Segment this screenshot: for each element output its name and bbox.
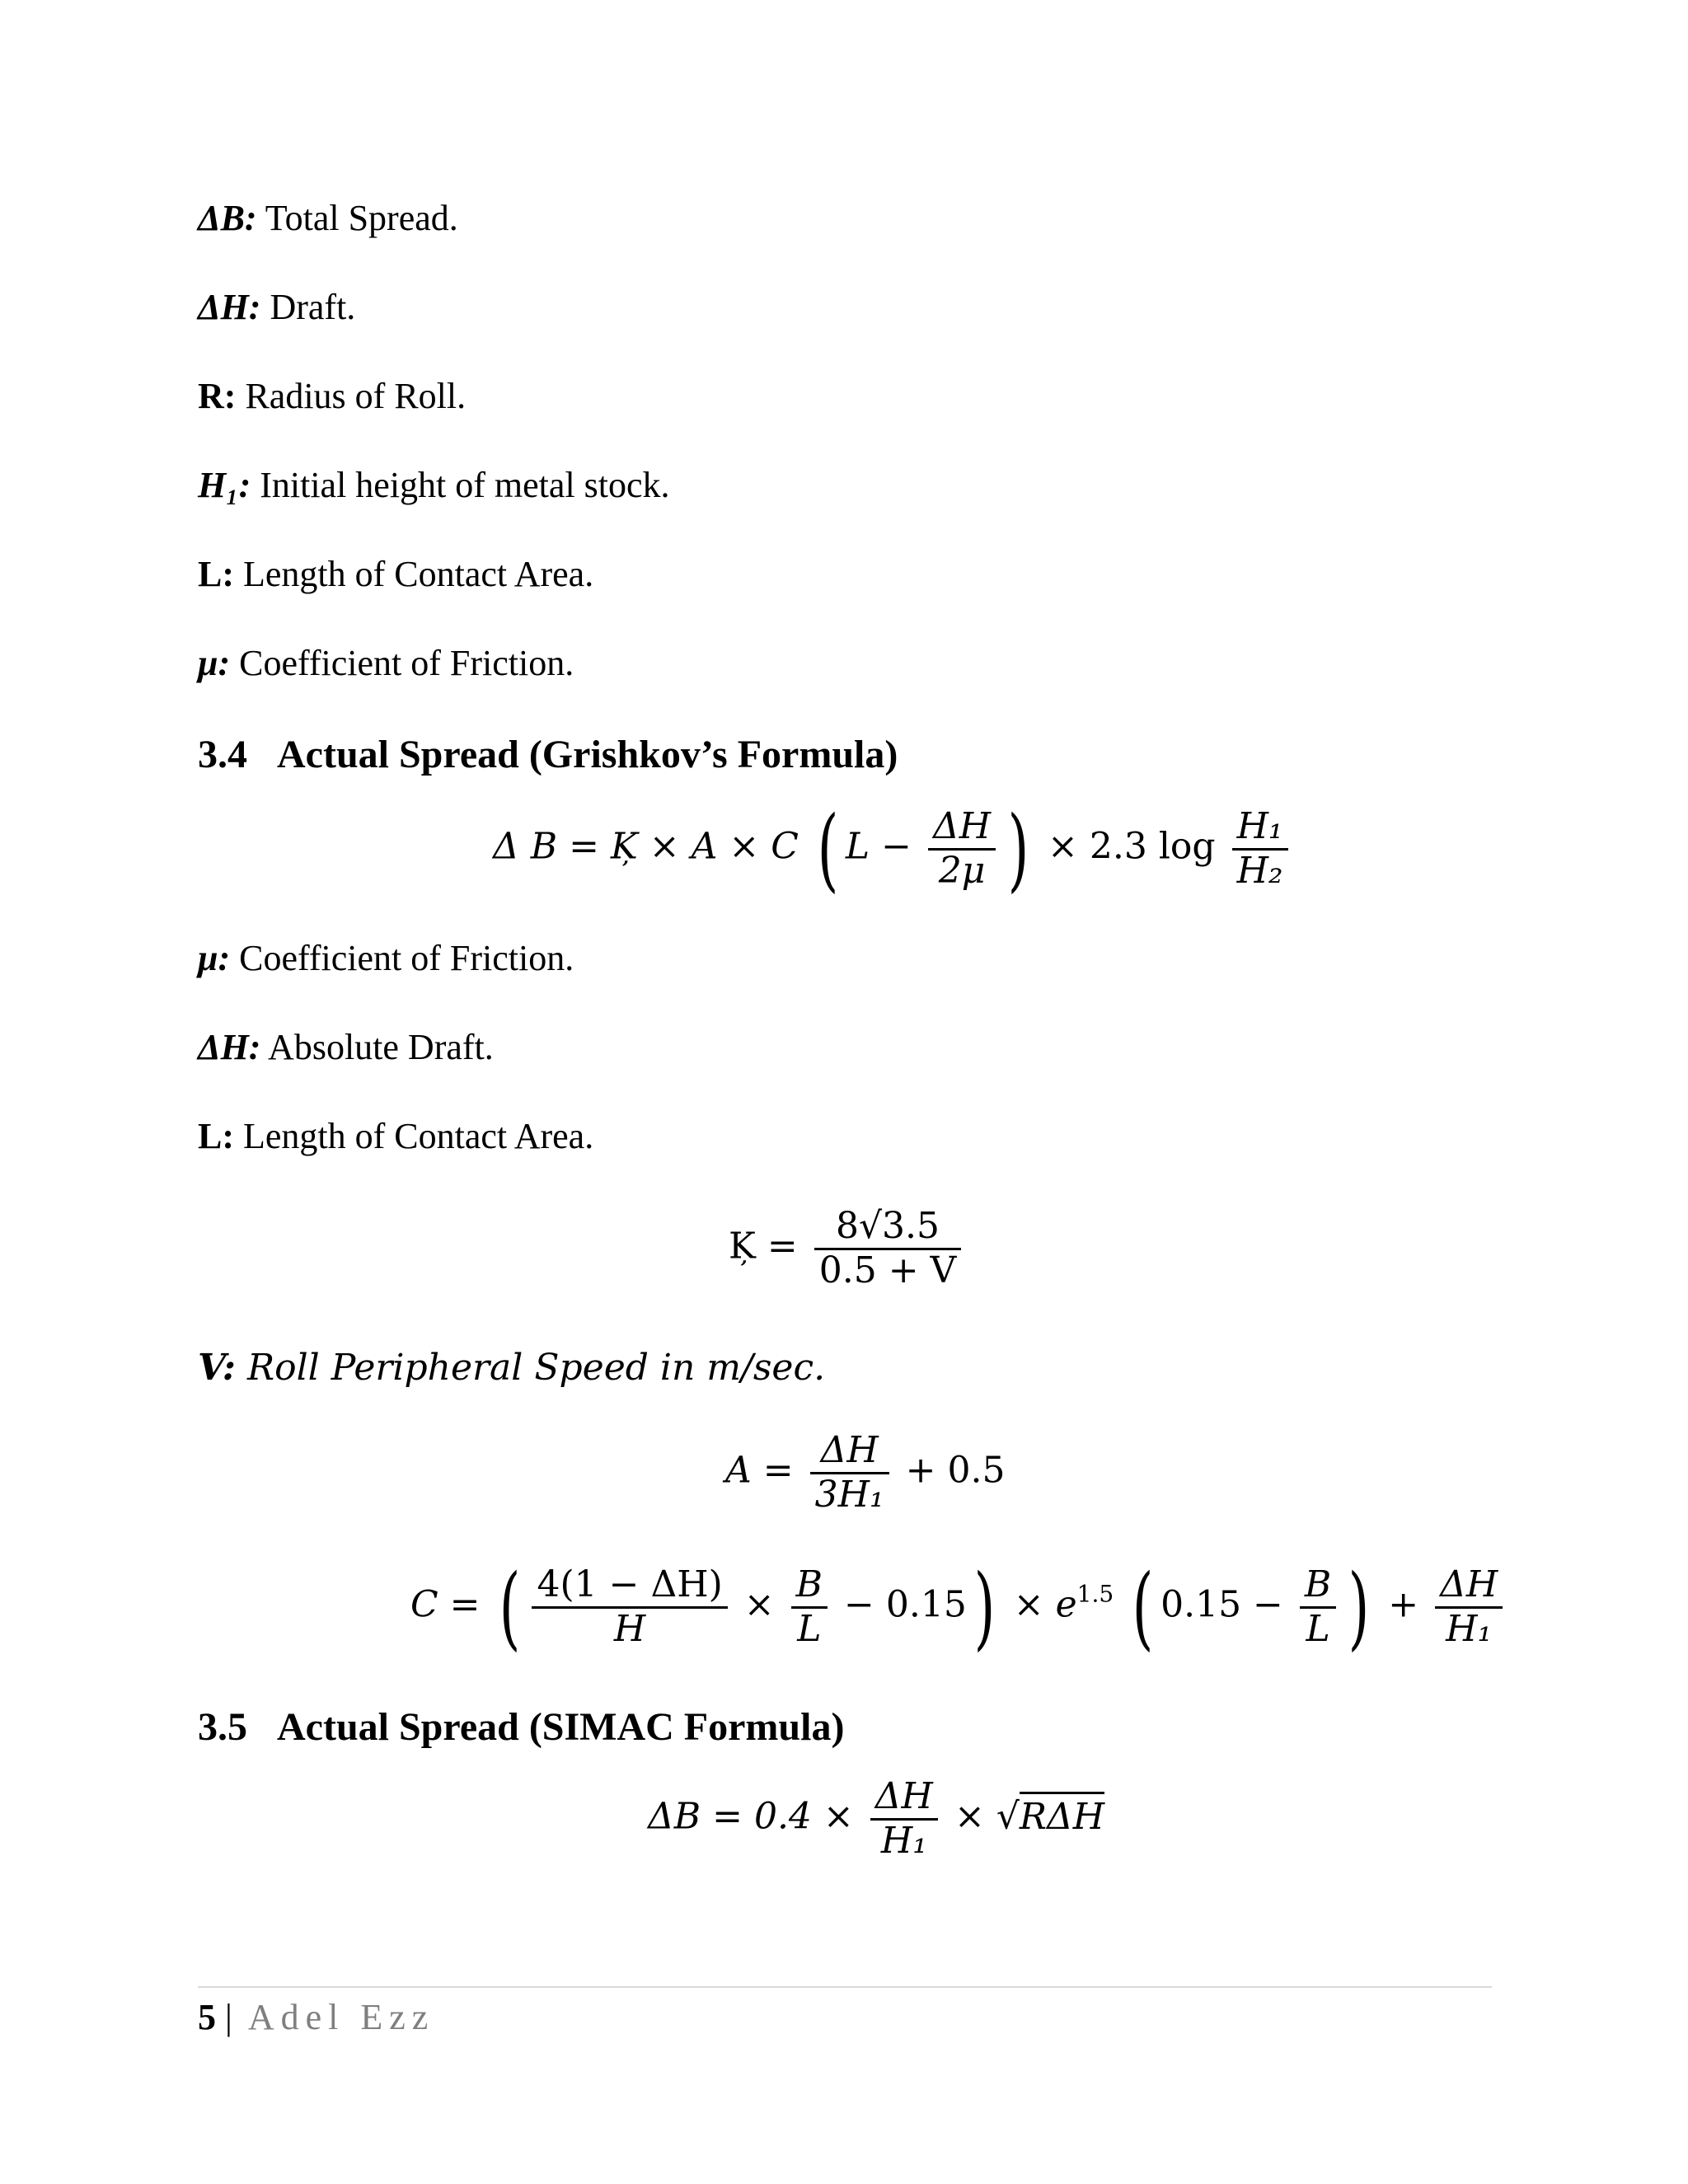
equation-term: − 0.15 [843, 1583, 967, 1626]
equation-lhs: Ķ = [729, 1225, 798, 1268]
section-number: 3.5 [198, 1705, 247, 1749]
definition-delta-b [198, 195, 458, 241]
numerator: B [1300, 1564, 1336, 1609]
equation-term: 0.15 − [1160, 1583, 1283, 1626]
fraction-k [814, 1206, 962, 1291]
section-title: Actual Spread (SIMAC Formula) [277, 1705, 845, 1749]
denominator: L [1306, 1607, 1330, 1650]
equation-k [729, 1206, 966, 1291]
fraction-a [810, 1430, 889, 1516]
times-sign: × [954, 1795, 985, 1838]
footer-separator: | [216, 1997, 241, 2037]
footer-divider [198, 1986, 1492, 1988]
fraction-draft-over-h1 [1435, 1564, 1503, 1650]
definition-h1 [198, 462, 670, 509]
definition-l [198, 551, 593, 598]
equation-lhs: A = [725, 1449, 794, 1492]
sqrt-icon: √ [996, 1795, 1020, 1838]
page-footer [198, 1996, 434, 2038]
numerator: ΔH [928, 806, 996, 851]
denominator: H₁ [1446, 1607, 1493, 1650]
section-title: Actual Spread (Grishkov’s Formula) [277, 733, 898, 776]
definition-text: Absolute Draft. [260, 1027, 494, 1067]
definition-symbol: L: [198, 1116, 234, 1156]
equation-term: L − [845, 825, 912, 868]
numerator: ΔH [870, 1776, 938, 1821]
equation-lhs: C = [410, 1583, 481, 1626]
definition-text: Roll Peripheral Speed in m/sec. [235, 1347, 826, 1389]
numerator: ΔH [810, 1430, 889, 1474]
fraction-b-over-l [791, 1564, 828, 1650]
definition-symbol: ΔB: [198, 198, 257, 238]
denominator: 3H₁ [814, 1473, 884, 1516]
definition-symbol: ΔH: [198, 287, 261, 327]
denominator: 0.5 + V [818, 1249, 957, 1291]
numerator: 8√3.5 [814, 1206, 962, 1250]
section-heading-3-4 [198, 732, 898, 777]
fraction-h1-over-h2 [1232, 806, 1288, 892]
left-paren: ( [817, 796, 839, 902]
equation-lhs: ΔB = 0.4 × [648, 1795, 854, 1838]
numerator: 4(1 − ΔH) [532, 1564, 727, 1609]
definition-text: Initial height of metal stock. [251, 465, 670, 505]
denominator: H₂ [1236, 849, 1283, 892]
definition-symbol: L: [198, 554, 234, 594]
times-sign: × [743, 1583, 775, 1626]
page-number: 5 [198, 1997, 216, 2037]
section-heading-3-5 [198, 1704, 844, 1750]
definition-symbol: V: [198, 1347, 236, 1389]
right-paren: ) [1348, 1554, 1370, 1660]
definition-absolute-draft [198, 1024, 494, 1071]
equation-lhs: Δ B = Ķ × A × C [493, 825, 799, 868]
denominator: L [797, 1607, 822, 1650]
definition-text: Coefficient of Friction. [230, 643, 574, 683]
definition-mu-2 [198, 935, 574, 982]
plus-sign: + [1388, 1583, 1419, 1626]
author-name: Adel Ezz [247, 1997, 435, 2037]
definition-r [198, 373, 466, 419]
denominator: H [613, 1607, 646, 1650]
definition-text: Length of Contact Area. [234, 1116, 594, 1156]
equation-grishkov [493, 796, 1293, 902]
left-paren: ( [1132, 1554, 1154, 1660]
definition-text: Coefficient of Friction. [230, 938, 574, 978]
denominator: H₁ [880, 1819, 927, 1862]
equation-simac [648, 1776, 1104, 1862]
definition-symbol: ΔH: [198, 1027, 261, 1067]
exponent: 1.5 [1076, 1580, 1114, 1608]
numerator: B [791, 1564, 828, 1609]
exponential: × e [1013, 1583, 1077, 1626]
right-paren: ) [973, 1554, 996, 1660]
definition-delta-h [198, 284, 355, 330]
right-paren: ) [1007, 796, 1029, 902]
denominator: 2μ [938, 849, 986, 892]
definition-l-2 [198, 1113, 593, 1160]
numerator: ΔH [1435, 1564, 1503, 1609]
equation-c [410, 1554, 1507, 1660]
definition-v [198, 1345, 825, 1391]
left-paren: ( [499, 1554, 520, 1660]
fraction-c1 [532, 1564, 727, 1650]
definition-mu [198, 640, 574, 687]
section-number: 3.4 [198, 733, 247, 776]
definition-text: Draft. [260, 287, 356, 327]
numerator: H₁ [1232, 806, 1288, 851]
definition-text: Radius of Roll. [236, 376, 467, 416]
equation-a [725, 1430, 1005, 1516]
fraction-draft-over-2mu [928, 806, 996, 892]
equation-rhs: + 0.5 [905, 1449, 1006, 1492]
fraction-b-over-l-2 [1300, 1564, 1336, 1650]
fraction-simac [870, 1776, 938, 1862]
definition-text: Total Spread. [256, 198, 458, 238]
definition-symbol: μ: [198, 643, 231, 683]
definition-symbol: R: [198, 376, 237, 416]
definition-symbol: H₁: [198, 465, 251, 505]
definition-text: Length of Contact Area. [234, 554, 594, 594]
definition-symbol: μ: [198, 938, 231, 978]
radicand: RΔH [1020, 1792, 1104, 1838]
equation-log-term: × 2.3 log [1048, 825, 1216, 868]
